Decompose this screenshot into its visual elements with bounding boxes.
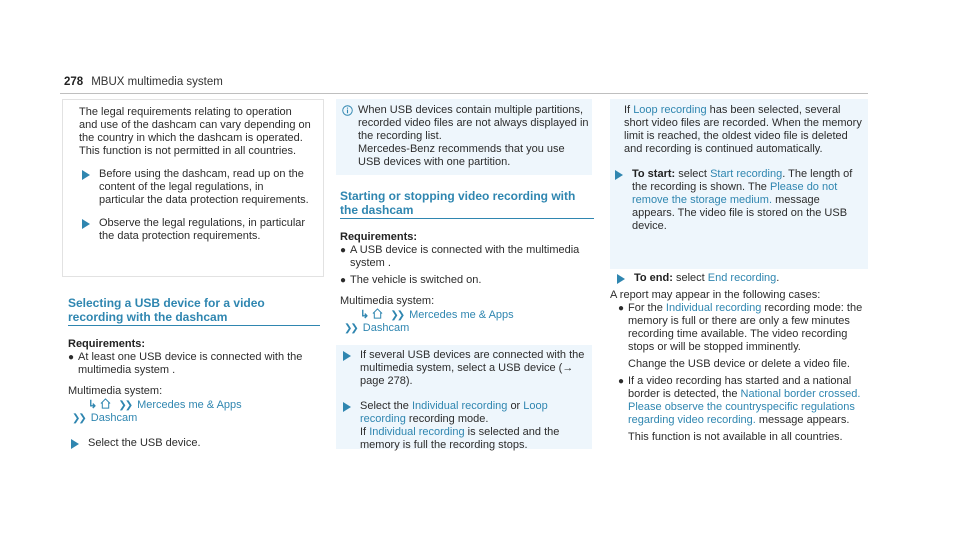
requirement-item: ● At least one USB device is connected with the multimedia system . — [68, 351, 303, 376]
storage-warning-message: Please do not remove the storage medium. — [632, 181, 838, 206]
option-individual-recording[interactable]: Individual recording — [411, 400, 508, 412]
step-select-device — [340, 349, 590, 388]
start-recording-option[interactable]: Start recording — [710, 168, 783, 180]
multimedia-system-label: Multimedia system: — [340, 295, 435, 307]
box-step-2-text: Observe the legal regulations, in particular the data protection requirements. — [99, 217, 306, 242]
requirement-item: ● A USB device is connected with the multimedia system . — [340, 244, 580, 269]
step-arrow-icon — [343, 402, 351, 412]
text: If a video recording has started and a national border is detected, the — [628, 375, 852, 400]
requirements-label: Requirements: — [340, 231, 418, 243]
report-intro: A report may appear in the following cases: — [610, 289, 821, 301]
national-border-message: National border crossed. Please observe the countryspecific regulations regarding video recording. — [628, 388, 861, 426]
box-step-1 — [79, 168, 311, 207]
section-title-select-usb: Selecting a USB device for a video recording with the dashcam — [68, 296, 320, 326]
legal-notice-box — [62, 99, 324, 277]
multimedia-system-label: Multimedia system: — [68, 385, 163, 397]
step-arrow-icon — [615, 170, 623, 180]
text: To start: — [632, 168, 676, 180]
text: To end: — [634, 272, 673, 284]
requirement-text: The vehicle is switched on. — [350, 274, 482, 286]
text: message appears. The video file is stored on the USB device. — [632, 194, 848, 232]
step-end: To end: select End recording. — [614, 272, 868, 285]
end-recording-option[interactable]: End recording — [707, 272, 777, 284]
box-paragraph-1: The legal requirements relating to operation and use of the dashcam can vary depending on the country in which the dashcam is operated. — [79, 106, 311, 144]
requirements-label: Requirements: — [68, 338, 146, 350]
text: has been selected, several short video files are recorded. When the memory limit is reached, the oldest video file is deleted and recording is continued automatically. — [624, 104, 862, 155]
step-select-usb — [68, 437, 320, 450]
text: or — [510, 400, 521, 412]
step-select-device-text: If several USB devices are connected with the multimedia system, select a USB device (→ page 278). — [360, 349, 585, 387]
text: recording mode: the memory is full or there are only a few minutes recording time available. The video recording stops or will be stopped imminently. — [628, 302, 863, 353]
step-select-mode — [340, 400, 590, 452]
text: If — [624, 104, 631, 116]
section-title-start-stop: Starting or stopping video recording with the dashcam — [340, 189, 594, 219]
step-arrow-icon — [71, 439, 79, 449]
report-case-2-note: This function is not available in all countries. — [628, 431, 843, 443]
column-1-lower — [68, 296, 320, 450]
text: The length of the recording is shown. The — [632, 168, 853, 193]
menu-path-2: ❯❯ Dashcam — [344, 322, 410, 334]
path-item-mercedes-me[interactable]: Mercedes me & Apps — [409, 309, 514, 321]
column-3-lower — [610, 272, 868, 444]
step-start: To start: select Start recording. The length of the recording is shown. The Please do not remove the storage medium. message appears. The video file is stored on the USB device. — [612, 168, 864, 233]
report-case-1: ● For the Individual recording recording mode: the memory is full or there are only a few minutes recording time available. The video recording stops or will be stopped imminently. Change the USB device or delete a video file. — [618, 302, 868, 371]
step-arrow-icon — [343, 351, 351, 361]
page-number: 278 — [64, 76, 84, 88]
box-step-2 — [79, 217, 311, 243]
report-case-2: ● If a video recording has started and a national border is detected, the National border crossed. Please observe the countryspecific regulations regarding video recording. message appears. This function is not available in all countries. — [618, 375, 868, 444]
path-item-dashcam[interactable]: Dashcam — [90, 412, 138, 424]
requirement-text: A USB device is connected with the multimedia system . — [350, 244, 580, 269]
info-paragraph-2: Mercedes-Benz recommends that you use USB devices with one partition. — [358, 143, 565, 168]
column-2-steps — [336, 345, 592, 449]
report-case-1-advice: Change the USB device or delete a video file. — [628, 358, 850, 370]
page-header-title: MBUX multimedia system — [91, 76, 223, 88]
header-rule — [60, 93, 868, 94]
column-3-top — [610, 99, 868, 269]
home-icon — [100, 398, 111, 409]
option-individual-recording-ref[interactable]: Individual recording — [369, 426, 465, 438]
info-paragraph-1: When USB devices contain multiple partitions, recorded video files are not always displayed in the recording list. — [358, 104, 589, 142]
individual-recording-ref[interactable]: Individual recording — [665, 302, 762, 314]
path-hook-icon: ↳ — [360, 309, 370, 321]
text: select — [678, 168, 707, 180]
text: If — [360, 426, 367, 438]
step-arrow-icon — [82, 219, 90, 229]
path-item-mercedes-me[interactable]: Mercedes me & Apps — [137, 399, 242, 411]
text: select — [675, 272, 705, 284]
step-select-usb-text: Select the USB device. — [88, 437, 201, 449]
box-paragraph-2: This function is not permitted in all countries. — [79, 145, 297, 157]
info-box — [336, 99, 592, 175]
menu-path-1: ↳ ❯❯ Mercedes me & Apps — [88, 399, 242, 411]
loop-recording-ref[interactable]: Loop recording — [633, 104, 707, 116]
column-2-lower — [340, 189, 594, 335]
path-hook-icon: ↳ — [88, 399, 98, 411]
text: For the — [628, 302, 663, 314]
text: Select the — [360, 400, 409, 412]
menu-path-1: ↳ ❯❯ Mercedes me & Apps — [360, 309, 514, 321]
text: message appears. — [758, 414, 850, 426]
requirement-item: ● The vehicle is switched on. — [340, 274, 482, 286]
text: is selected and the memory is full the recording stops. — [360, 426, 560, 451]
page-header — [64, 76, 223, 88]
box-step-1-text: Before using the dashcam, read up on the content of the legal regulations, in particular the data protection requirements. — [99, 168, 309, 206]
home-icon — [372, 308, 383, 319]
loop-recording-paragraph — [624, 104, 864, 156]
option-loop-recording[interactable]: Loop recording — [360, 400, 548, 425]
menu-path-2: ❯❯ Dashcam — [72, 412, 138, 424]
step-arrow-icon — [617, 274, 625, 284]
path-item-dashcam[interactable]: Dashcam — [362, 322, 410, 334]
step-arrow-icon — [82, 170, 90, 180]
text: recording mode. — [408, 413, 489, 425]
info-icon — [342, 105, 353, 116]
requirement-text: At least one USB device is connected with the multimedia system . — [78, 351, 303, 376]
